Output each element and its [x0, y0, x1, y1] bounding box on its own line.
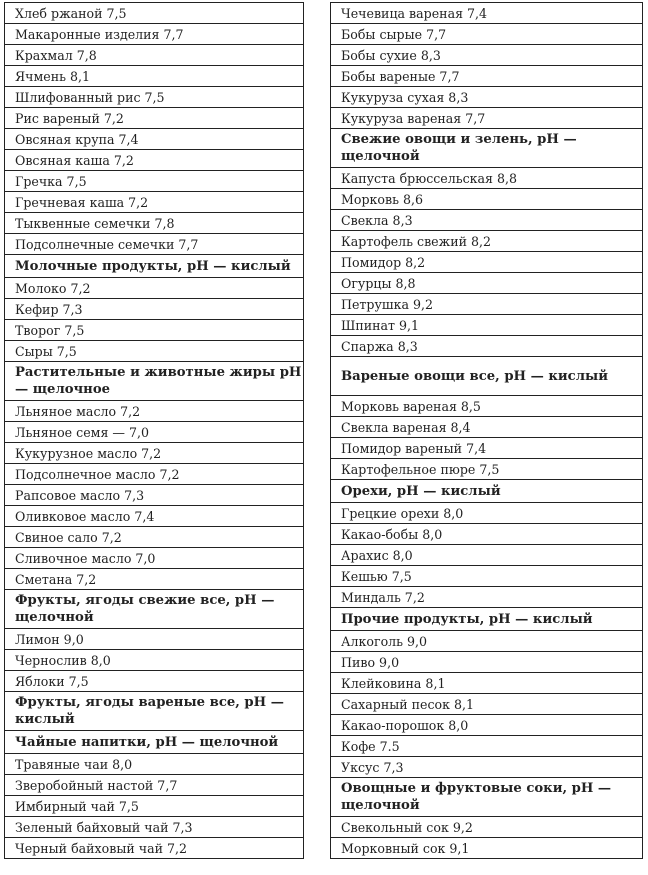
food-item-row	[5, 464, 304, 485]
food-item-row	[5, 341, 304, 362]
food-item-row	[5, 87, 304, 108]
left-ph-table	[4, 2, 304, 859]
food-item-text: Бобы сырые 7,7	[331, 24, 643, 45]
food-item-row	[331, 396, 643, 417]
food-item-row	[331, 315, 643, 336]
category-header-text: Чайные напитки, рН — щелочной	[5, 731, 304, 754]
food-item-row	[331, 336, 643, 357]
food-item-text: Какао-бобы 8,0	[331, 524, 643, 545]
food-item-text: Гречка 7,5	[5, 171, 304, 192]
food-item-row	[331, 87, 643, 108]
food-item-text: Травяные чаи 8,0	[5, 754, 304, 775]
food-item-text: Алкоголь 9,0	[331, 631, 643, 652]
food-item-text: Пиво 9,0	[331, 652, 643, 673]
food-item-row	[331, 736, 643, 757]
food-item-row	[5, 45, 304, 66]
food-item-row	[5, 506, 304, 527]
food-item-text: Помидор вареный 7,4	[331, 438, 643, 459]
food-item-row	[5, 629, 304, 650]
food-item-row	[5, 278, 304, 299]
food-item-text: Клейковина 8,1	[331, 673, 643, 694]
food-item-row	[331, 715, 643, 736]
food-item-text: Миндаль 7,2	[331, 587, 643, 608]
food-item-text: Льняное семя — 7,0	[5, 422, 304, 443]
food-item-text: Кофе 7.5	[331, 736, 643, 757]
food-item-row	[5, 527, 304, 548]
food-item-text: Свекольный сок 9,2	[331, 817, 643, 838]
food-item-text: Помидор 8,2	[331, 252, 643, 273]
food-item-text: Лимон 9,0	[5, 629, 304, 650]
food-item-row	[5, 422, 304, 443]
food-item-text: Свиное сало 7,2	[5, 527, 304, 548]
food-item-text: Огурцы 8,8	[331, 273, 643, 294]
food-item-text: Имбирный чай 7,5	[5, 796, 304, 817]
food-item-text: Рис вареный 7,2	[5, 108, 304, 129]
category-header-row	[5, 731, 304, 754]
food-item-text: Хлеб ржаной 7,5	[5, 3, 304, 24]
food-item-row	[331, 45, 643, 66]
food-item-row	[5, 320, 304, 341]
category-header-text: Овощные и фруктовые соки, рН — щелочной	[331, 778, 643, 817]
food-item-text: Молоко 7,2	[5, 278, 304, 299]
food-item-text: Шлифованный рис 7,5	[5, 87, 304, 108]
food-item-text: Сахарный песок 8,1	[331, 694, 643, 715]
food-item-row	[5, 796, 304, 817]
food-item-row	[5, 3, 304, 24]
food-item-text: Зеленый байховый чай 7,3	[5, 817, 304, 838]
food-item-text: Морковь вареная 8,5	[331, 396, 643, 417]
food-item-row	[5, 401, 304, 422]
food-item-text: Бобы вареные 7,7	[331, 66, 643, 87]
food-item-row	[331, 294, 643, 315]
food-item-row	[331, 652, 643, 673]
food-item-text: Оливковое масло 7,4	[5, 506, 304, 527]
food-item-row	[331, 817, 643, 838]
food-item-row	[331, 3, 643, 24]
food-item-text: Грецкие орехи 8,0	[331, 503, 643, 524]
food-item-row	[331, 587, 643, 608]
food-item-row	[331, 694, 643, 715]
food-item-text: Картофельное пюре 7,5	[331, 459, 643, 480]
food-item-row	[5, 24, 304, 45]
food-item-row	[5, 650, 304, 671]
food-item-row	[5, 213, 304, 234]
food-item-row	[5, 443, 304, 464]
food-item-row	[331, 545, 643, 566]
food-item-row	[331, 252, 643, 273]
food-item-text: Подсолнечные семечки 7,7	[5, 234, 304, 255]
food-item-text: Кукуруза вареная 7,7	[331, 108, 643, 129]
category-header-text: Растительные и животные жиры рН — щелочное	[5, 362, 304, 401]
food-item-text: Овсяная крупа 7,4	[5, 129, 304, 150]
food-item-text: Яблоки 7,5	[5, 671, 304, 692]
category-header-row	[5, 255, 304, 278]
food-item-text: Крахмал 7,8	[5, 45, 304, 66]
food-item-row	[331, 673, 643, 694]
food-item-row	[5, 817, 304, 838]
category-header-text: Свежие овощи и зелень, рН — щелочной	[331, 129, 643, 168]
food-item-text: Сыры 7,5	[5, 341, 304, 362]
food-item-row	[331, 566, 643, 587]
food-item-row	[331, 108, 643, 129]
category-header-text: Орехи, рН — кислый	[331, 480, 643, 503]
food-item-text: Свекла 8,3	[331, 210, 643, 231]
food-item-row	[5, 171, 304, 192]
food-item-row	[5, 838, 304, 859]
food-item-row	[5, 754, 304, 775]
food-item-row	[5, 775, 304, 796]
food-item-text: Черный байховый чай 7,2	[5, 838, 304, 859]
food-item-text: Сметана 7,2	[5, 569, 304, 590]
category-header-text: Молочные продукты, рН — кислый	[5, 255, 304, 278]
food-item-text: Чернослив 8,0	[5, 650, 304, 671]
food-item-text: Макаронные изделия 7,7	[5, 24, 304, 45]
food-item-row	[331, 631, 643, 652]
food-item-text: Морковный сок 9,1	[331, 838, 643, 859]
category-header-row	[331, 778, 643, 817]
food-item-text: Тыквенные семечки 7,8	[5, 213, 304, 234]
category-header-text: Вареные овощи все, рН — кислый	[331, 357, 643, 396]
food-item-row	[5, 569, 304, 590]
food-item-row	[331, 417, 643, 438]
category-header-row	[331, 357, 643, 396]
food-item-text: Сливочное масло 7,0	[5, 548, 304, 569]
food-item-text: Морковь 8,6	[331, 189, 643, 210]
food-item-text: Шпинат 9,1	[331, 315, 643, 336]
food-item-text: Кукурузное масло 7,2	[5, 443, 304, 464]
food-item-text: Спаржа 8,3	[331, 336, 643, 357]
food-item-row	[331, 273, 643, 294]
food-item-row	[331, 757, 643, 778]
food-item-row	[331, 438, 643, 459]
food-item-text: Чечевица вареная 7,4	[331, 3, 643, 24]
food-item-text: Петрушка 9,2	[331, 294, 643, 315]
food-item-row	[5, 108, 304, 129]
category-header-text: Прочие продукты, рН — кислый	[331, 608, 643, 631]
food-item-row	[331, 168, 643, 189]
food-item-row	[5, 129, 304, 150]
food-item-row	[5, 234, 304, 255]
food-item-row	[331, 24, 643, 45]
food-item-text: Подсолнечное масло 7,2	[5, 464, 304, 485]
category-header-row	[5, 590, 304, 629]
food-item-text: Ячмень 8,1	[5, 66, 304, 87]
food-item-row	[331, 503, 643, 524]
food-item-row	[331, 210, 643, 231]
food-item-text: Кукуруза сухая 8,3	[331, 87, 643, 108]
food-item-row	[331, 459, 643, 480]
food-item-row	[331, 524, 643, 545]
food-item-text: Зверобойный настой 7,7	[5, 775, 304, 796]
category-header-row	[5, 692, 304, 731]
food-item-row	[5, 671, 304, 692]
food-item-row	[5, 548, 304, 569]
food-item-row	[331, 66, 643, 87]
category-header-row	[5, 362, 304, 401]
food-item-text: Гречневая каша 7,2	[5, 192, 304, 213]
food-item-text: Уксус 7,3	[331, 757, 643, 778]
category-header-row	[331, 480, 643, 503]
food-item-text: Бобы сухие 8,3	[331, 45, 643, 66]
food-item-text: Свекла вареная 8,4	[331, 417, 643, 438]
food-item-row	[5, 485, 304, 506]
food-item-text: Кефир 7,3	[5, 299, 304, 320]
food-item-row	[331, 838, 643, 859]
category-header-text: Фрукты, ягоды вареные все, рН — кислый	[5, 692, 304, 731]
food-item-text: Какао-порошок 8,0	[331, 715, 643, 736]
food-item-text: Кешью 7,5	[331, 566, 643, 587]
food-item-row	[5, 299, 304, 320]
food-item-text: Творог 7,5	[5, 320, 304, 341]
food-item-text: Капуста брюссельская 8,8	[331, 168, 643, 189]
food-item-row	[5, 150, 304, 171]
food-item-row	[331, 231, 643, 252]
food-item-text: Арахис 8,0	[331, 545, 643, 566]
food-item-row	[331, 189, 643, 210]
food-item-row	[5, 192, 304, 213]
food-item-text: Картофель свежий 8,2	[331, 231, 643, 252]
right-ph-table	[330, 2, 643, 859]
food-item-text: Рапсовое масло 7,3	[5, 485, 304, 506]
food-item-text: Овсяная каша 7,2	[5, 150, 304, 171]
category-header-row	[331, 129, 643, 168]
food-item-row	[5, 66, 304, 87]
category-header-text: Фрукты, ягоды свежие все, рН — щелочной	[5, 590, 304, 629]
food-item-text: Льняное масло 7,2	[5, 401, 304, 422]
category-header-row	[331, 608, 643, 631]
